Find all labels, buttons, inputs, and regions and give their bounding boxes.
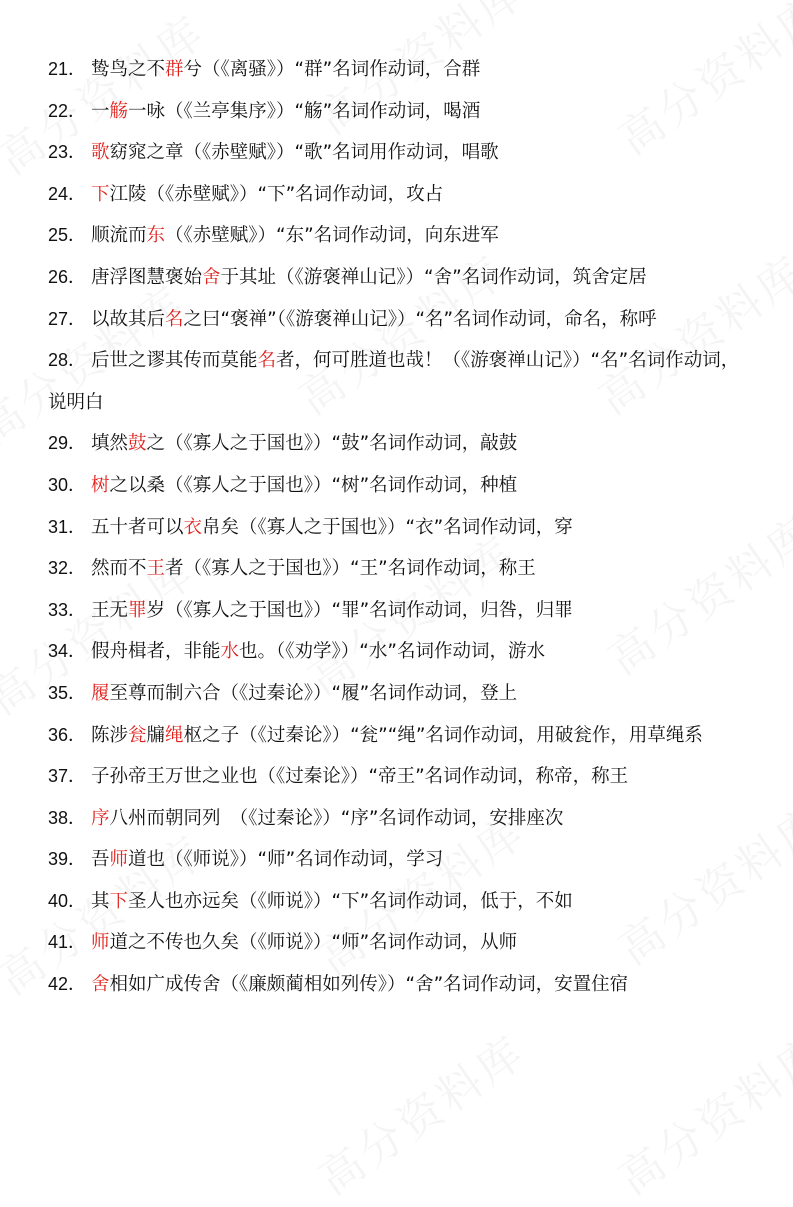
item-text: 牖: [146, 724, 166, 746]
item-text: 岁（《寡人之于国也》）“罪”名词作动词，归咎，归罪: [146, 599, 573, 621]
highlighted-word: 师: [91, 932, 110, 954]
item-text: 圣人也亦远矣（《师说》）“下”名词作动词，低于，不如: [128, 890, 573, 912]
item-text: 兮（《离骚》）“群”名词作动词，合群: [183, 59, 481, 80]
list-item: [48, 839, 750, 881]
item-number: 23．: [48, 142, 87, 163]
item-text: 于其址（《游褒禅山记》）“舍”名词作动词，筑舍定居: [220, 266, 647, 288]
item-text: 也。（《劝学》）“水”名词作动词，游水: [239, 641, 545, 663]
list-item: [48, 715, 750, 757]
item-number: 21．: [48, 59, 87, 79]
item-text: 者，何可胜道也哉！（《游褒禅山记》）“名”名词作动词，说明白: [48, 350, 740, 413]
item-number: 32．: [48, 558, 87, 579]
item-number: 41．: [48, 932, 87, 953]
list-item: [48, 507, 750, 549]
list-item: [48, 964, 750, 1006]
watermark-text: [303, 1017, 536, 1207]
item-text: 之曰“褒禅”（《游褒禅山记》）“名”名词作动词，命名，称呼: [183, 308, 657, 330]
item-text: 五十者可以: [91, 516, 184, 538]
highlighted-word: 序: [91, 807, 110, 829]
item-text: 窈窕之章（《赤壁赋》）“歌”名词用作动词，唱歌: [109, 142, 499, 164]
item-number: 26．: [48, 266, 87, 287]
list-item: [48, 299, 750, 341]
list-item: [48, 91, 750, 133]
item-text: 鸷鸟之不: [91, 59, 166, 80]
item-text: 王无: [91, 599, 129, 621]
item-text: （《赤壁赋》）“东”名词作动词，向东进军: [165, 225, 499, 247]
highlighted-word: 觞: [109, 100, 129, 122]
highlighted-word: 水: [220, 641, 240, 663]
item-text: 填然: [91, 433, 129, 455]
list-item: [48, 673, 750, 715]
item-number: 27．: [48, 308, 87, 329]
highlighted-word: 名: [257, 350, 277, 372]
list-item: [48, 881, 750, 923]
list-item: [48, 548, 750, 590]
highlighted-word: 瓮: [128, 724, 147, 746]
item-text: 江陵（《赤壁赋》）“下”名词作动词，攻占: [109, 183, 444, 205]
item-text: 帛矣（《寡人之于国也》）“衣”名词作动词，穿: [202, 516, 573, 538]
item-number: 33．: [48, 599, 87, 620]
highlighted-word: 师: [109, 849, 129, 871]
item-text: 至尊而制六合（《过秦论》）“履”名词作动词，登上: [109, 682, 518, 704]
item-text: 其: [91, 890, 110, 912]
highlighted-word: 舍: [91, 974, 110, 996]
list-item: [48, 49, 750, 91]
item-number: 38．: [48, 807, 87, 828]
highlighted-word: 名: [165, 308, 184, 330]
item-number: 22．: [48, 100, 87, 121]
highlighted-word: 东: [146, 225, 166, 247]
item-text: 之（《寡人之于国也》）“鼓”名词作动词，敲鼓: [146, 433, 518, 455]
list-item: [48, 174, 750, 216]
highlighted-word: 王: [146, 558, 166, 580]
item-text: 顺流而: [91, 225, 147, 247]
item-number: 37．: [48, 766, 87, 787]
highlighted-word: 绳: [165, 724, 184, 746]
item-number: 34．: [48, 641, 87, 662]
list-item: [48, 340, 750, 423]
highlighted-word: 群: [165, 59, 184, 80]
item-text: 后世之谬其传而莫能: [91, 350, 258, 372]
item-number: 29．: [48, 433, 87, 454]
list-item: [48, 631, 750, 673]
highlighted-word: 舍: [202, 266, 221, 288]
item-number: 25．: [48, 225, 87, 246]
item-number: 28．: [48, 350, 87, 371]
highlighted-word: 下: [91, 183, 110, 205]
list-item: [48, 132, 750, 174]
watermark-text: [603, 1017, 793, 1207]
item-text: 以故其后: [91, 308, 166, 330]
item-text: 八州而朝同列 （《过秦论》）“序”名词作动词，安排座次: [109, 807, 564, 829]
item-text: 然而不: [91, 558, 147, 580]
item-number: 42．: [48, 974, 87, 995]
item-text: 相如广成传舍（《廉颇蔺相如列传》）“舍”名词作动词，安置住宿: [109, 974, 629, 996]
item-text: 唐浮图慧褒始: [91, 266, 203, 288]
item-number: 30．: [48, 474, 87, 495]
item-text: 吾: [91, 849, 110, 871]
list-item: [48, 465, 750, 507]
item-number: 24．: [48, 183, 87, 204]
item-text: 之以桑（《寡人之于国也》）“树”名词作动词，种植: [109, 474, 518, 496]
highlighted-word: 鼓: [128, 433, 147, 455]
item-text: 一咏（《兰亭集序》）“觞”名词作动词，喝酒: [128, 100, 481, 122]
item-text: 道也（《师说》）“师”名词作动词，学习: [128, 849, 444, 871]
document-list: [48, 49, 750, 1006]
highlighted-word: 下: [109, 890, 129, 912]
highlighted-word: 树: [91, 474, 110, 496]
highlighted-word: 衣: [183, 516, 203, 538]
item-number: 31．: [48, 516, 87, 537]
item-text: 子孙帝王万世之业也（《过秦论》）“帝王”名词作动词，称帝，称王: [91, 766, 629, 788]
item-text: 道之不传也久矣（《师说》）“师”名词作动词，从师: [109, 932, 518, 954]
item-number: 40．: [48, 890, 87, 911]
list-item: [48, 215, 750, 257]
list-item: [48, 798, 750, 840]
list-item: [48, 257, 750, 299]
item-number: 39．: [48, 849, 87, 870]
list-item: [48, 590, 750, 632]
list-item: [48, 756, 750, 798]
list-item: [48, 423, 750, 465]
item-text: 枢之子（《过秦论》）“瓮”“绳”名词作动词，用破瓮作，用草绳系: [183, 724, 703, 746]
item-number: 36．: [48, 724, 87, 745]
item-text: 假舟楫者，非能: [91, 641, 221, 663]
item-text: 陈涉: [91, 724, 129, 746]
item-text: 一: [91, 100, 110, 122]
highlighted-word: 歌: [91, 142, 110, 164]
highlighted-word: 罪: [128, 599, 147, 621]
item-number: 35．: [48, 682, 87, 703]
item-text: 者（《寡人之于国也》）“王”名词作动词，称王: [165, 558, 536, 580]
list-item: [48, 922, 750, 964]
highlighted-word: 履: [91, 682, 110, 704]
